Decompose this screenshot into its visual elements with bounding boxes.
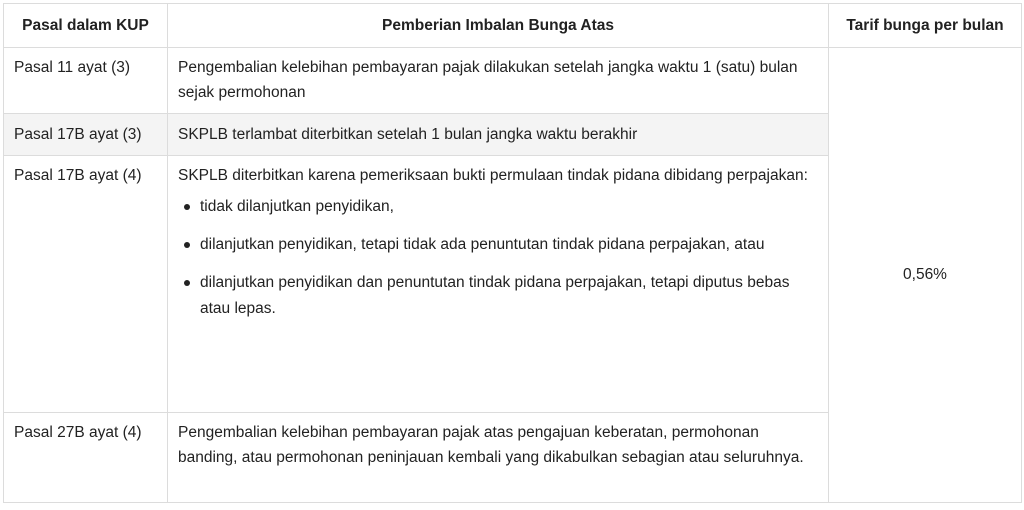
list-item (184, 194, 818, 220)
table-container (3, 3, 1021, 503)
header-tarif: Tarif bunga per bulan (829, 4, 1022, 48)
table-row (4, 48, 1022, 114)
row-pasal: Pasal 17B ayat (4) (4, 156, 168, 413)
row-description: SKPLB terlambat diterbitkan setelah 1 bulan jangka waktu berakhir (168, 114, 829, 156)
row-description: SKPLB diterbitkan karena pemeriksaan bukti permulaan tindak pidana dibidang perpajakan: (178, 167, 808, 184)
bullet-icon (184, 242, 190, 248)
list-item-text: dilanjutkan penyidikan dan penuntutan tindak pidana perpajakan, tetapi diputus bebas atau lepas. (200, 274, 790, 317)
row-pasal: Pasal 17B ayat (3) (4, 114, 168, 156)
header-pemberian: Pemberian Imbalan Bunga Atas (168, 4, 829, 48)
row-description-with-list (168, 156, 829, 413)
row-pasal: Pasal 11 ayat (3) (4, 48, 168, 114)
rate-value: 0,56% (829, 48, 1022, 503)
list-item-text: dilanjutkan penyidikan, tetapi tidak ada penuntutan tindak pidana perpajakan, atau (200, 236, 765, 253)
row-pasal: Pasal 27B ayat (4) (4, 413, 168, 503)
bullet-icon (184, 280, 190, 286)
row-description: Pengembalian kelebihan pembayaran pajak atas pengajuan keberatan, permohonan banding, atau permohonan peninjauan kembali yang dikabulkan sebagian atau seluruhnya. (168, 413, 829, 503)
header-pasal: Pasal dalam KUP (4, 4, 168, 48)
list-item (184, 270, 818, 322)
bullet-list (178, 194, 818, 322)
list-item-text: tidak dilanjutkan penyidikan, (200, 198, 394, 215)
table-header-row (4, 4, 1022, 48)
interest-table (3, 3, 1022, 503)
bullet-icon (184, 204, 190, 210)
row-description: Pengembalian kelebihan pembayaran pajak dilakukan setelah jangka waktu 1 (satu) bulan sejak permohonan (168, 48, 829, 114)
list-item (184, 232, 818, 258)
